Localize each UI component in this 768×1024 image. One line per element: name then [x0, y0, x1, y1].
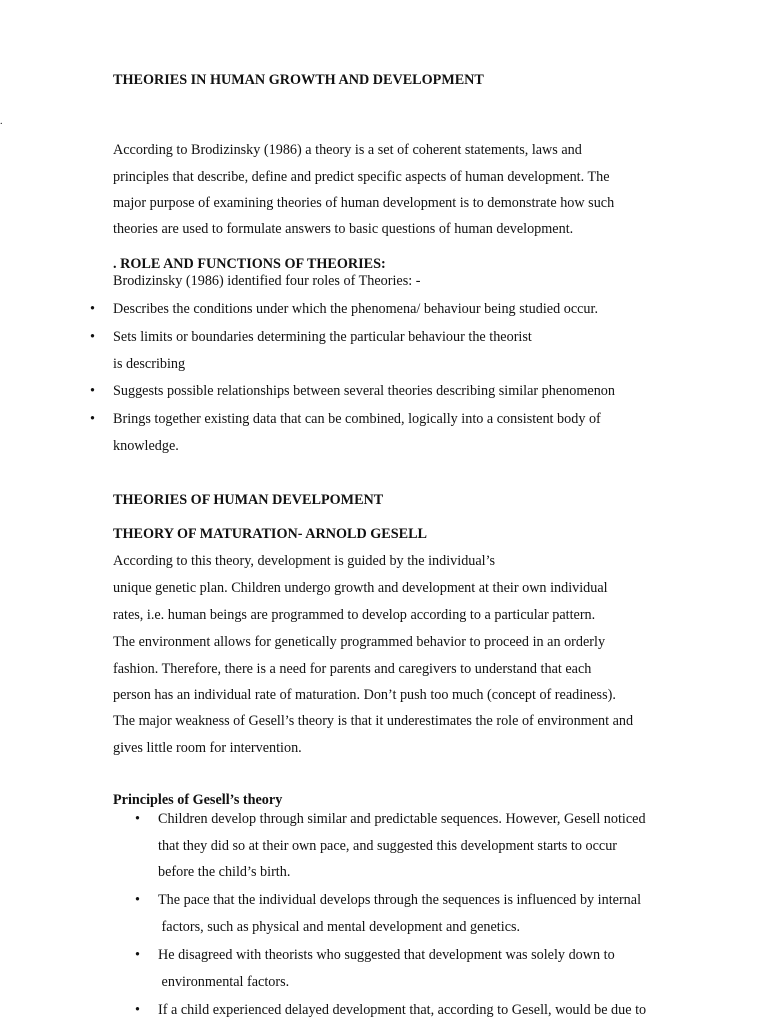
list-item: Brings together existing data that can be combined, logically into a consistent body of — [113, 411, 601, 427]
maturation-line: rates, i.e. human beings are programmed to develop according to a particular pattern. — [113, 607, 596, 623]
maturation-heading: THEORY OF MATURATION- ARNOLD GESELL — [113, 526, 428, 542]
list-item: If a child experienced delayed development that, according to Gesell, would be due to — [158, 1002, 647, 1018]
intro-line: theories are used to formulate answers to basic questions of human development. — [113, 221, 574, 237]
list-item-continuation: factors, such as physical and mental development and genetics. — [158, 919, 521, 935]
maturation-line: fashion. Therefore, there is a need for parents and caregivers to understand that each — [113, 661, 592, 677]
bullet-icon: • — [135, 947, 140, 963]
list-item: Children develop through similar and predictable sequences. However, Gesell noticed — [158, 811, 646, 827]
roles-heading: . ROLE AND FUNCTIONS OF THEORIES: — [113, 256, 386, 272]
maturation-line: The major weakness of Gesell’s theory is that it underestimates the role of environment and — [113, 713, 634, 729]
roles-lead: Brodizinsky (1986) identified four roles of Theories: - — [113, 273, 421, 289]
list-item: Sets limits or boundaries determining the particular behaviour the theorist — [113, 329, 532, 345]
bullet-icon: • — [135, 1002, 140, 1018]
list-item: Suggests possible relationships between several theories describing similar phenomenon — [113, 383, 615, 399]
list-item-continuation: before the child’s birth. — [158, 864, 291, 880]
intro-line: principles that describe, define and predict specific aspects of human development. The — [113, 169, 610, 185]
list-item-continuation: knowledge. — [113, 438, 179, 454]
bullet-icon: • — [90, 301, 95, 317]
bullet-icon: • — [90, 383, 95, 399]
list-item: He disagreed with theorists who suggested that development was solely down to — [158, 947, 615, 963]
maturation-line: gives little room for intervention. — [113, 740, 302, 756]
document-title: THEORIES IN HUMAN GROWTH AND DEVELOPMENT — [113, 72, 484, 88]
section-heading: THEORIES OF HUMAN DEVELPOMENT — [113, 492, 384, 508]
intro-line: According to Brodizinsky (1986) a theory is a set of coherent statements, laws and — [113, 142, 582, 158]
principles-heading: Principles of Gesell’s theory — [113, 792, 283, 808]
margin-dot: . — [0, 116, 3, 127]
list-item-continuation: is describing — [113, 356, 186, 372]
list-item: The pace that the individual develops through the sequences is influenced by internal — [158, 892, 642, 908]
list-item: Describes the conditions under which the phenomena/ behaviour being studied occur. — [113, 301, 598, 317]
maturation-line: According to this theory, development is guided by the individual’s — [113, 553, 496, 569]
bullet-icon: • — [135, 811, 140, 827]
maturation-line: person has an individual rate of maturation. Don’t push too much (concept of readiness). — [113, 687, 616, 703]
bullet-icon: • — [90, 329, 95, 345]
bullet-icon: • — [135, 892, 140, 908]
maturation-line: The environment allows for genetically programmed behavior to proceed in an orderly — [113, 634, 606, 650]
intro-line: major purpose of examining theories of human development is to demonstrate how such — [113, 195, 615, 211]
bullet-icon: • — [90, 411, 95, 427]
list-item-continuation: environmental factors. — [158, 974, 290, 990]
list-item-continuation: that they did so at their own pace, and suggested this development starts to occur — [158, 838, 618, 854]
maturation-line: unique genetic plan. Children undergo growth and development at their own individual — [113, 580, 608, 596]
